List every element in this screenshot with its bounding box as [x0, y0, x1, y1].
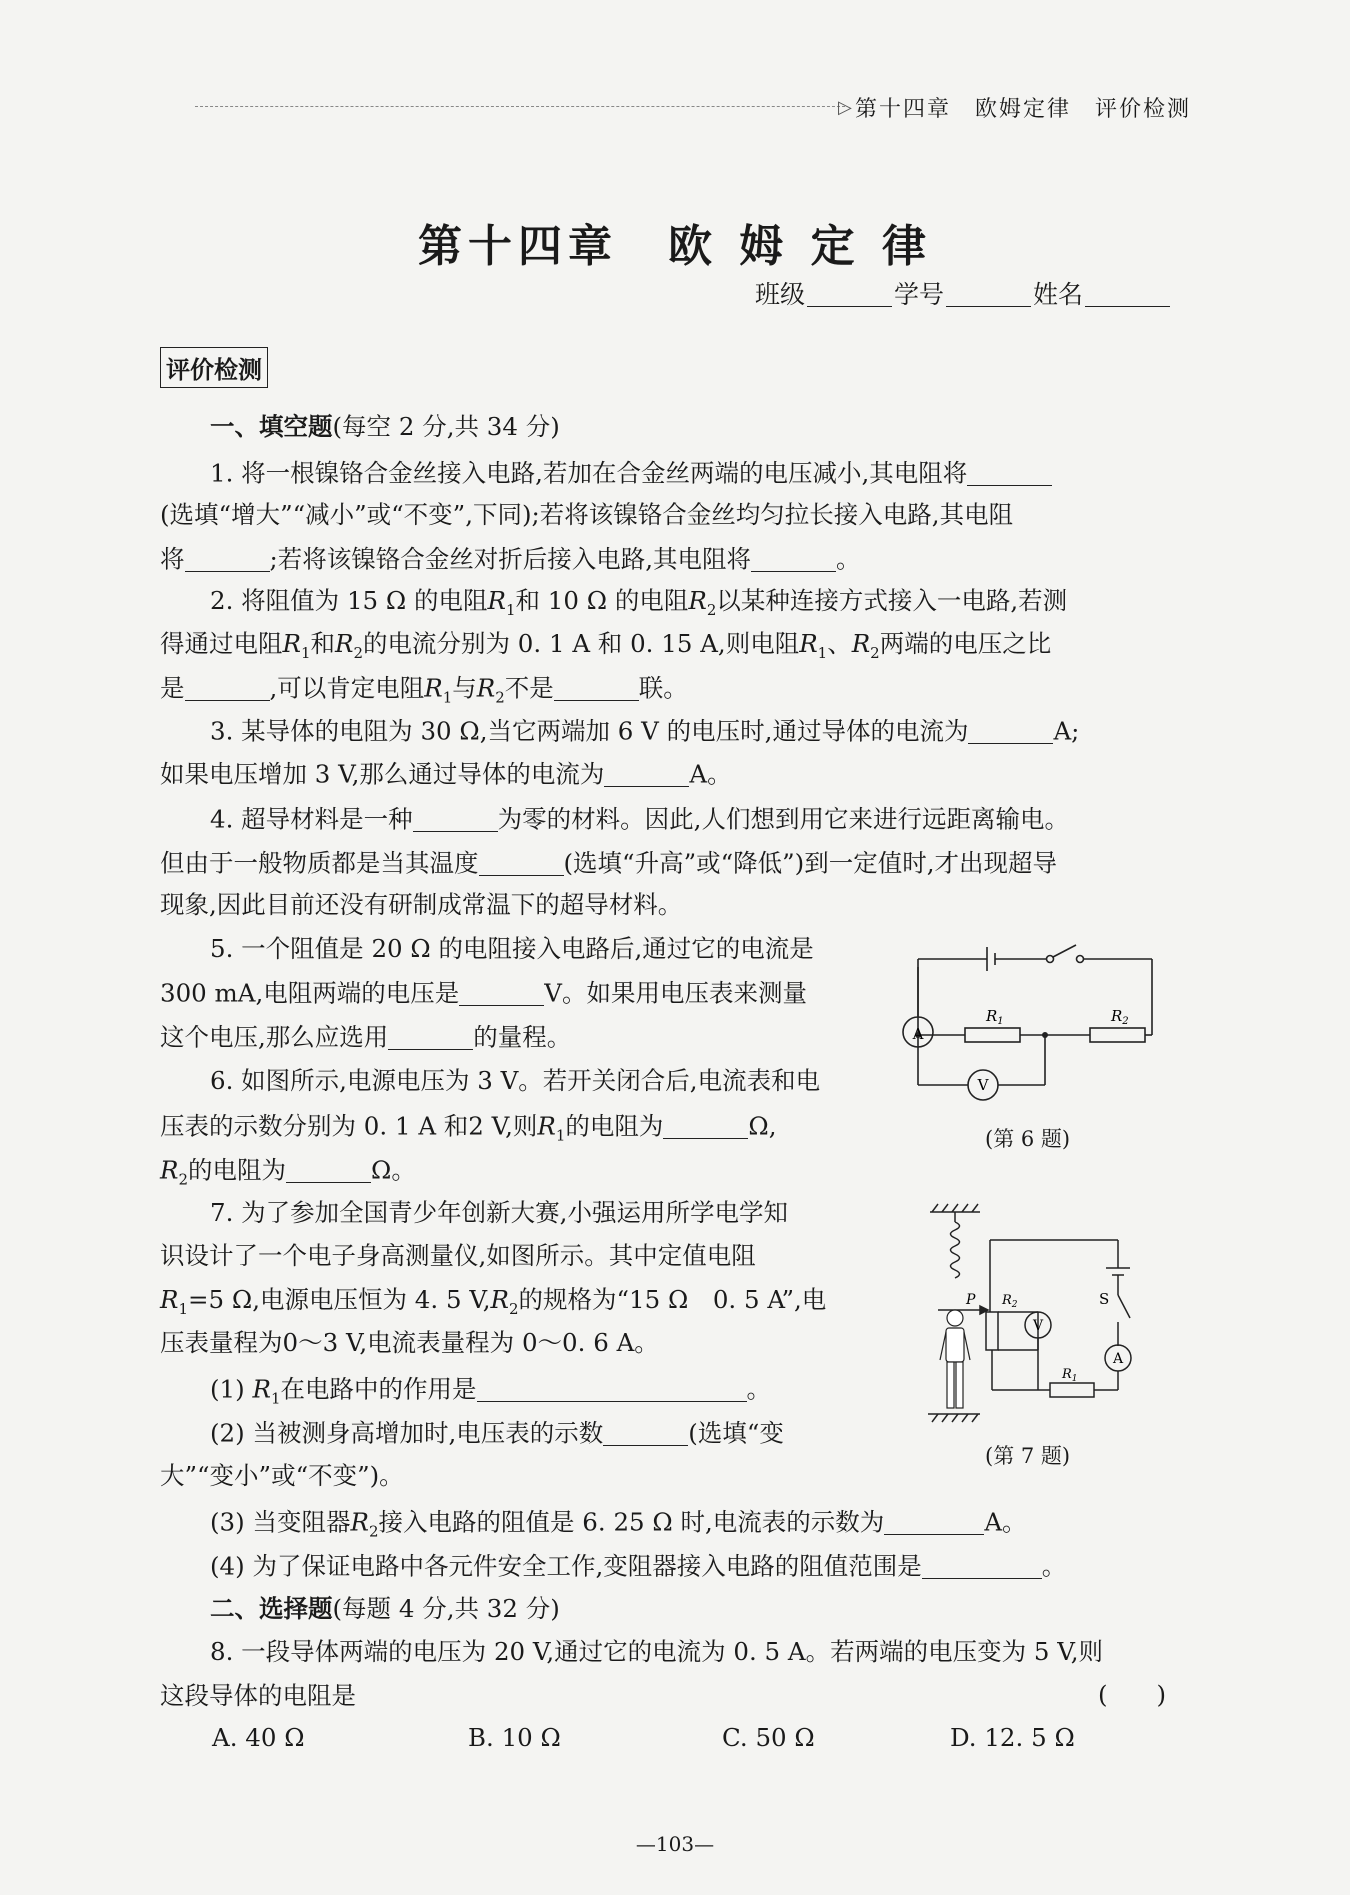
voltmeter-label: V: [1032, 1318, 1044, 1334]
q5-blank2[interactable]: [388, 1024, 473, 1050]
subscript: 2: [495, 688, 505, 707]
subscript: 2: [178, 1170, 188, 1189]
q6-text: 的电阻为: [188, 1155, 286, 1185]
r-symbol: R: [160, 1285, 179, 1314]
q2-text: ,可以肯定电阻: [269, 673, 425, 703]
running-header: 第十四章 欧姆定律 评价检测: [855, 97, 1192, 122]
q8-option-b[interactable]: B. 10 Ω: [468, 1723, 561, 1752]
q2-text: 得通过电阻: [160, 629, 283, 658]
q6-text: Ω。: [371, 1155, 416, 1185]
q6-line3: [160, 1157, 416, 1187]
q7-part4: [210, 1553, 1066, 1579]
q2-text: 和 10 Ω 的电阻: [515, 586, 689, 615]
q8-answer-paren[interactable]: ( ): [1098, 1680, 1167, 1709]
q7-line4: 压表量程为0～3 V,电流表量程为 0～0. 6 A。: [160, 1328, 659, 1357]
name-blank[interactable]: [1085, 281, 1170, 307]
q4-blank2[interactable]: [479, 850, 564, 876]
q1-text: 1. 将一根镍铬合金丝接入电路,若加在合金丝两端的电压减小,其电阻将: [210, 458, 968, 488]
q5-line1: 5. 一个阻值是 20 Ω 的电阻接入电路后,通过它的电流是: [210, 934, 814, 963]
subscript: 1: [300, 643, 311, 662]
r-symbol: R: [688, 586, 707, 615]
r2-label: $R_2$: [1002, 1293, 1018, 1310]
q5-text: 的量程。: [473, 1022, 572, 1052]
q7-blank3[interactable]: [884, 1509, 984, 1535]
q7-part3: [210, 1509, 1027, 1539]
q5-line3: [160, 1024, 571, 1050]
q7-part1: [210, 1376, 771, 1406]
q2-line2: [160, 629, 1052, 662]
subscript: 2: [508, 1299, 519, 1318]
q7-blank2[interactable]: [603, 1420, 688, 1446]
q1-text: 将: [160, 544, 185, 574]
q2-text: 和: [310, 629, 335, 658]
q4-blank1[interactable]: [413, 806, 498, 832]
q3-line2: [160, 761, 732, 787]
q5-text: 这个电压,那么应选用: [160, 1022, 389, 1052]
r-symbol: R: [487, 586, 506, 615]
q2-text: 与: [452, 673, 477, 703]
subscript: 2: [706, 600, 717, 619]
q7-blank1[interactable]: [477, 1376, 747, 1402]
q7-text: 。: [746, 1374, 772, 1404]
name-label: 姓名: [1033, 280, 1084, 309]
q3-text: A;: [1053, 716, 1080, 746]
q2-blank1[interactable]: [185, 675, 270, 701]
number-blank[interactable]: [946, 281, 1031, 307]
person-icon: [940, 1310, 970, 1408]
q4-text: (选填“升高”或“降低”)到一定值时,才出现超导: [563, 848, 1058, 878]
subscript: 1: [178, 1299, 188, 1318]
q2-text: 的电流分别为 0. 1 A 和 0. 15 A,则电阻: [363, 629, 800, 658]
q3-text: 3. 某导体的电阻为 30 Ω,当它两端加 6 V 的电压时,通过导体的电流为: [210, 716, 969, 746]
q6-text: 的电阻为: [565, 1111, 664, 1141]
q2-text: 是: [160, 673, 185, 703]
q6-text: Ω,: [748, 1111, 777, 1141]
q1-line3: [160, 546, 861, 572]
q7-text: (3) 当变阻器: [210, 1507, 351, 1537]
q1-text: 。: [836, 544, 861, 574]
fig7-circuit-diagram: [918, 1200, 1138, 1425]
q2-blank2[interactable]: [554, 675, 639, 701]
q1-blank3[interactable]: [751, 546, 836, 572]
q4-line1: [210, 806, 1069, 832]
q5-text: 300 mA,电阻两端的电压是: [160, 978, 460, 1008]
r-symbol: R: [851, 629, 871, 658]
q7-text: (2) 当被测身高增加时,电压表的示数: [210, 1418, 604, 1448]
subscript: 1: [555, 1126, 566, 1145]
q7-text: (选填“变: [688, 1418, 784, 1448]
q8-option-c[interactable]: C. 50 Ω: [722, 1723, 815, 1752]
q5-blank1[interactable]: [459, 980, 544, 1006]
section2-title: 二、选择题: [210, 1594, 333, 1623]
header-dashed-rule: [195, 106, 845, 107]
q3-text: A。: [689, 759, 732, 789]
q2-line1: [210, 586, 1068, 619]
q8-option-d[interactable]: D. 12. 5 Ω: [950, 1723, 1075, 1752]
q4-text: 为零的材料。因此,人们想到用它来进行远距离输电。: [497, 804, 1069, 834]
ammeter-label: A: [912, 1025, 924, 1043]
q3-text: 如果电压增加 3 V,那么通过导体的电流为: [160, 759, 605, 789]
q7-line1: 7. 为了参加全国青少年创新大赛,小强运用所学电学知: [210, 1198, 788, 1227]
q7-text: 在电路中的作用是: [280, 1374, 477, 1404]
q2-text: 2. 将阻值为 15 Ω 的电阻: [210, 586, 488, 615]
q8-option-a[interactable]: A. 40 Ω: [212, 1723, 305, 1752]
subscript: 1: [817, 643, 828, 662]
r-symbol: R: [160, 1155, 179, 1185]
q1-text: ;若将该镍铬合金丝对折后接入电路,其电阻将: [269, 544, 752, 574]
subscript: 2: [368, 1522, 379, 1541]
q8-line1: 8. 一段导体两端的电压为 20 V,通过它的电流为 0. 5 A。若两端的电压变为 5 V,则: [210, 1637, 1103, 1666]
class-label: 班级: [755, 280, 806, 309]
q4-text: 4. 超导材料是一种: [210, 804, 413, 834]
q2-text: 两端的电压之比: [879, 629, 1052, 658]
q7-part2: [210, 1420, 784, 1446]
r-symbol: R: [537, 1111, 556, 1141]
class-blank[interactable]: [807, 281, 892, 307]
header-arrow-icon: ▷: [838, 97, 852, 118]
q2-text: 、: [827, 629, 852, 658]
subscript: 1: [270, 1389, 281, 1408]
number-label: 学号: [894, 280, 945, 309]
q2-text: 联。: [638, 673, 688, 703]
q1-line2: (选填“增大”“减小”或“不变”,下同);若将该镍铬合金丝均匀拉长接入电路,其电阻: [160, 500, 1014, 529]
r-symbol: R: [335, 629, 354, 658]
q6-blank1[interactable]: [663, 1113, 748, 1139]
r-symbol: R: [424, 673, 443, 703]
q8-line2: 这段导体的电阻是: [160, 1681, 356, 1710]
q7-text: (4) 为了保证电路中各元件安全工作,变阻器接入电路的阻值范围是: [210, 1551, 922, 1581]
q3-line1: [210, 718, 1079, 744]
q7-text: (1): [210, 1374, 245, 1404]
switch-label: S: [1099, 1290, 1110, 1308]
subscript: 2: [870, 643, 880, 662]
q6-line1: 6. 如图所示,电源电压为 3 V。若开关闭合后,电流表和电: [210, 1066, 821, 1095]
q5-text: V。如果用电压表来测量: [544, 978, 807, 1008]
q3-blank2[interactable]: [604, 761, 689, 787]
section1-heading: [210, 412, 560, 441]
q4-line3: 现象,因此目前还没有研制成常温下的超导材料。: [160, 890, 683, 919]
q2-text: 以某种连接方式接入一电路,若测: [716, 586, 1068, 615]
q7-blank4[interactable]: [922, 1553, 1042, 1579]
q6-blank2[interactable]: [286, 1157, 371, 1183]
r-symbol: R: [799, 629, 818, 658]
fig6-caption: (第 6 题): [985, 1127, 1071, 1151]
q7-text: =5 Ω,电源电压恒为 4. 5 V,: [188, 1285, 491, 1314]
q7-text: 的规格为“15 Ω 0. 5 A”,电: [518, 1285, 827, 1314]
q7-text: A。: [984, 1507, 1027, 1537]
section1-title: 一、填空题: [210, 412, 333, 441]
section-tag: 评价检测: [160, 347, 268, 388]
voltmeter-label: V: [977, 1076, 989, 1094]
r-symbol: R: [350, 1507, 369, 1537]
q4-line2: [160, 850, 1057, 876]
chapter-title: 第十四章 欧 姆 定 律: [418, 221, 932, 272]
section2-heading: [210, 1594, 560, 1623]
ammeter-label: A: [1112, 1351, 1124, 1367]
fig7-caption: (第 7 题): [985, 1444, 1071, 1468]
q7-text: 。: [1041, 1551, 1067, 1581]
r-symbol: R: [252, 1374, 271, 1404]
subscript: 1: [442, 688, 453, 707]
r-symbol: R: [282, 629, 301, 658]
q2-line3: [160, 675, 688, 705]
r-symbol: R: [490, 1285, 509, 1314]
r1-label: $R_1$: [986, 1007, 1004, 1027]
subscript: 2: [353, 643, 363, 662]
q3-blank1[interactable]: [968, 718, 1053, 744]
r-symbol: R: [476, 673, 496, 703]
q6-text: 压表的示数分别为 0. 1 A 和2 V,则: [160, 1111, 538, 1141]
q7-text: 接入电路的阻值是 6. 25 Ω 时,电流表的示数为: [378, 1507, 885, 1537]
q7-line3: [160, 1285, 827, 1318]
q6-line2: [160, 1113, 777, 1143]
slider-label: P: [966, 1292, 976, 1308]
r1-label: $R_1$: [1062, 1367, 1078, 1384]
q2-text: 不是: [504, 673, 554, 703]
q1-blank1[interactable]: [967, 460, 1052, 486]
student-info: [755, 275, 1172, 311]
section1-note: (每空 2 分,共 34 分): [332, 412, 560, 441]
q1-line1: [210, 460, 1052, 486]
q7-line2: 识设计了一个电子身高测量仪,如图所示。其中定值电阻: [160, 1241, 756, 1270]
q5-line2: [160, 980, 807, 1006]
q7-part2-cont: 大”“变小”或“不变”)。: [160, 1461, 404, 1490]
fig6-circuit-diagram: [890, 935, 1160, 1110]
subscript: 1: [505, 600, 516, 619]
section2-note: (每题 4 分,共 32 分): [332, 1594, 560, 1623]
r2-label: $R_2$: [1111, 1007, 1129, 1027]
q1-blank2[interactable]: [185, 546, 270, 572]
q4-text: 但由于一般物质都是当其温度: [160, 848, 479, 878]
page-number: —103—: [635, 1832, 715, 1856]
